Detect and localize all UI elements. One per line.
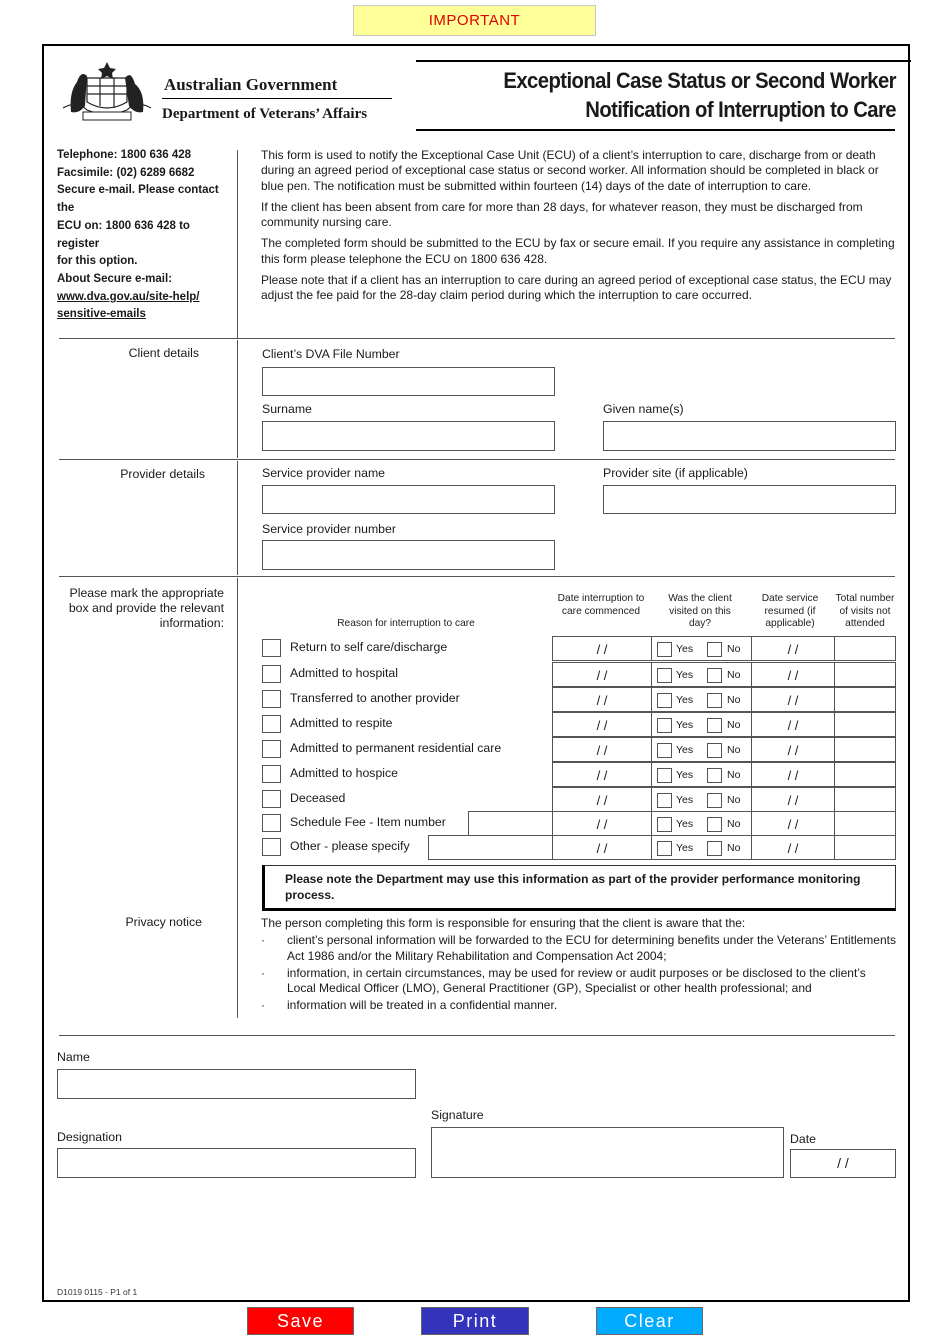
reason-checkbox[interactable] (262, 639, 281, 657)
title-rule-bottom (416, 129, 895, 131)
date-commenced-field[interactable]: / / (552, 737, 652, 762)
reason-checkbox[interactable] (262, 765, 281, 783)
section-label-provider: Provider details (120, 467, 205, 481)
visits-not-attended-field[interactable] (834, 737, 896, 762)
section-label-privacy: Privacy notice (125, 915, 202, 929)
col-header-reason: Reason for interruption to care (337, 618, 475, 629)
col-header-date-commenced: Date interruption to care commenced (557, 593, 645, 617)
privacy-bullet (261, 933, 897, 964)
provider-site-field[interactable] (603, 485, 896, 514)
date-resumed-field[interactable]: / / (751, 787, 835, 812)
yes-label: Yes (676, 694, 694, 706)
visited-no-checkbox[interactable] (707, 841, 722, 856)
visited-yes-checkbox[interactable] (657, 817, 672, 832)
yes-label: Yes (676, 818, 694, 830)
name-field[interactable] (57, 1069, 416, 1099)
label-name: Name (57, 1050, 90, 1064)
reason-label: Admitted to hospital (290, 666, 399, 680)
privacy-text (261, 916, 897, 1014)
col-header-date-resumed: Date service resumed (if applicable) (761, 593, 819, 629)
reason-checkbox[interactable] (262, 740, 281, 758)
no-label: No (727, 744, 741, 756)
secure-email-link[interactable]: sensitive-emails (57, 308, 146, 321)
label-provider-site: Provider site (if applicable) (603, 466, 748, 480)
no-label: No (727, 669, 741, 681)
reason-checkbox[interactable] (262, 690, 281, 708)
section-divider (59, 576, 895, 577)
reason-label: Admitted to hospice (290, 766, 399, 780)
title-line-1: Exceptional Case Status or Second Worker (503, 68, 896, 93)
important-banner: IMPORTANT (353, 5, 596, 36)
visited-no-checkbox[interactable] (707, 743, 722, 758)
bullet-mark: · (261, 998, 265, 1013)
dva-file-number-field[interactable] (262, 367, 555, 396)
section-label-client: Client details (128, 346, 199, 360)
secure-email-line: ECU on: 1800 636 428 to register (57, 219, 190, 250)
date-resumed-field[interactable]: / / (751, 811, 835, 836)
section-label-interruption: Please mark the appropriate box and provide the relevant information: (68, 586, 224, 630)
visited-yes-checkbox[interactable] (657, 718, 672, 733)
no-label: No (727, 794, 741, 806)
visited-no-checkbox[interactable] (707, 817, 722, 832)
designation-field[interactable] (57, 1148, 416, 1178)
visited-no-checkbox[interactable] (707, 668, 722, 683)
label-surname: Surname (262, 402, 312, 416)
other-specify-field[interactable] (428, 835, 553, 860)
form-code: D1019 0115 - P1 of 1 (57, 1287, 138, 1297)
reason-checkbox[interactable] (262, 814, 281, 832)
bullet-mark: · (261, 965, 265, 980)
print-button[interactable]: Print (421, 1307, 529, 1335)
label-provider-number: Service provider number (262, 522, 396, 536)
given-names-field[interactable] (603, 421, 896, 451)
date-resumed-field[interactable]: / / (751, 835, 835, 860)
contact-info (57, 147, 232, 324)
yes-label: Yes (676, 744, 694, 756)
yes-label: Yes (676, 719, 694, 731)
date-resumed-field[interactable]: / / (751, 762, 835, 787)
no-label: No (727, 842, 741, 854)
form-title (456, 66, 896, 124)
visits-not-attended-field[interactable] (834, 712, 896, 737)
date-commenced-field[interactable]: / / (552, 687, 652, 712)
column-divider (237, 340, 238, 458)
yes-label: Yes (676, 842, 694, 854)
yes-label: Yes (676, 769, 694, 781)
coat-of-arms-icon (57, 56, 157, 126)
visits-not-attended-field[interactable] (834, 636, 896, 661)
secure-email-line: for this option. (57, 255, 138, 268)
privacy-bullet-text: client’s personal information will be forwarded to the ECU for determining benefits under the Veterans’ Entitlements Act 1986 and/or the Military Rehabilitation and Compensation Act 2004; (287, 933, 896, 963)
label-provider-name: Service provider name (262, 466, 386, 480)
date-commenced-field[interactable]: / / (552, 787, 652, 812)
about-secure-email: About Secure e-mail: (57, 272, 173, 285)
label-dva-file-number: Client’s DVA File Number (262, 347, 400, 361)
col-header-visited: Was the client visited on this day? (668, 593, 732, 629)
intro-text (261, 148, 897, 310)
privacy-bullet (261, 966, 897, 997)
date-commenced-field[interactable]: / / (552, 811, 652, 836)
no-label: No (727, 769, 741, 781)
department-name: Department of Veterans’ Affairs (162, 106, 368, 122)
reason-label: Deceased (290, 791, 346, 805)
date-resumed-field[interactable]: / / (751, 737, 835, 762)
visits-not-attended-field[interactable] (834, 687, 896, 712)
monitoring-notice: Please note the Department may use this information as part of the provider performance monitoring process. (262, 865, 896, 911)
save-button[interactable]: Save (247, 1307, 354, 1335)
reason-label: Return to self care/discharge (290, 640, 448, 654)
intro-paragraph: If the client has been absent from care for more than 28 days, for whatever reason, they must be discharged from community nursing care. (261, 199, 863, 230)
label-given-names: Given name(s) (603, 402, 684, 416)
label-signature: Signature (431, 1108, 484, 1122)
reason-label: Other - please specify (290, 839, 410, 853)
visited-yes-checkbox[interactable] (657, 793, 672, 808)
no-label: No (727, 694, 741, 706)
yes-label: Yes (676, 669, 694, 681)
date-resumed-field[interactable]: / / (751, 636, 835, 661)
provider-number-field[interactable] (262, 540, 555, 570)
no-label: No (727, 719, 741, 731)
no-label: No (727, 818, 741, 830)
date-resumed-field[interactable]: / / (751, 687, 835, 712)
reason-label: Transferred to another provider (290, 691, 460, 705)
visited-no-checkbox[interactable] (707, 642, 722, 657)
privacy-bullet (261, 998, 897, 1013)
telephone: Telephone: 1800 636 428 (57, 149, 192, 161)
visited-yes-checkbox[interactable] (657, 693, 672, 708)
visits-not-attended-field[interactable] (834, 811, 896, 836)
section-divider (59, 1035, 895, 1036)
reason-label: Admitted to permanent residential care (290, 741, 502, 755)
privacy-bullet-text: information will be treated in a confidential manner. (287, 998, 558, 1013)
column-divider (237, 578, 238, 1018)
visited-yes-checkbox[interactable] (657, 642, 672, 657)
signature-field[interactable] (431, 1127, 784, 1178)
intro-paragraph: The completed form should be submitted to the ECU by fax or secure email. If you require any assistance in completing this form please telephone the ECU on 1800 636 428. (261, 236, 895, 266)
reason-checkbox[interactable] (262, 665, 281, 683)
signoff-date-field[interactable] (790, 1149, 896, 1178)
date-resumed-field[interactable]: / / (751, 662, 835, 687)
date-commenced-field[interactable]: / / (552, 636, 652, 661)
reason-label: Schedule Fee - Item number (290, 815, 446, 829)
gov-rule (162, 98, 392, 99)
facsimile: Facsimile: (02) 6289 6682 (57, 166, 195, 179)
clear-button[interactable]: Clear (596, 1307, 703, 1335)
bullet-mark: · (261, 933, 265, 948)
title-rule-top (416, 60, 911, 62)
secure-email-line: Secure e-mail. Please contact the (57, 184, 219, 215)
item-number-field[interactable] (468, 811, 553, 836)
visited-yes-checkbox[interactable] (657, 743, 672, 758)
title-line-2: Notification of Interruption to Care (585, 97, 896, 122)
visited-no-checkbox[interactable] (707, 693, 722, 708)
reason-checkbox[interactable] (262, 790, 281, 808)
secure-email-link[interactable]: www.dva.gov.au/site-help/ (57, 290, 200, 303)
yes-label: Yes (676, 643, 694, 655)
visited-no-checkbox[interactable] (707, 793, 722, 808)
reason-checkbox[interactable] (262, 838, 281, 856)
intro-paragraph: Please note that if a client has an interruption to care during an agreed period of exceptional case status, the ECU may adjust the fee paid for the 28-day claim period during which the interruption to care occurred. (261, 273, 892, 303)
intro-paragraph: This form is used to notify the Exceptional Case Unit (ECU) of a client’s interruption to care, discharge from or death during an agreed period of exceptional case status or second worker. All information should be completed in black or blue pen. The notification must be submitted within fourteen (14) days of the date of interruption to care. (261, 148, 879, 193)
privacy-bullet-text: information, in certain circumstances, may be used for review or audit purposes or be disclosed to the client’s Local Medical Officer (LMO), General Practitioner (GP), Specialist or other health professional; and (287, 965, 866, 996)
date-slashes: / / (837, 1155, 849, 1171)
yes-label: Yes (676, 794, 694, 806)
label-designation: Designation (57, 1130, 122, 1144)
column-divider (237, 461, 238, 575)
no-label: No (727, 643, 741, 655)
date-resumed-field[interactable]: / / (751, 712, 835, 737)
visited-no-checkbox[interactable] (707, 718, 722, 733)
date-commenced-field[interactable]: / / (552, 662, 652, 687)
visited-yes-checkbox[interactable] (657, 768, 672, 783)
date-commenced-field[interactable]: / / (552, 835, 652, 860)
visits-not-attended-field[interactable] (834, 762, 896, 787)
privacy-intro: The person completing this form is responsible for ensuring that the client is aware that the: (261, 916, 746, 930)
visits-not-attended-field[interactable] (834, 662, 896, 687)
visits-not-attended-field[interactable] (834, 835, 896, 860)
provider-name-field[interactable] (262, 485, 555, 514)
col-header-total-visits: Total number of visits not attended (835, 593, 895, 629)
visited-no-checkbox[interactable] (707, 768, 722, 783)
column-divider (237, 150, 238, 338)
visits-not-attended-field[interactable] (834, 787, 896, 812)
gov-name: Australian Government (164, 75, 338, 94)
section-divider (59, 338, 895, 339)
section-divider (59, 459, 895, 460)
reason-checkbox[interactable] (262, 715, 281, 733)
date-commenced-field[interactable]: / / (552, 762, 652, 787)
visited-yes-checkbox[interactable] (657, 668, 672, 683)
date-commenced-field[interactable]: / / (552, 712, 652, 737)
reason-label: Admitted to respite (290, 716, 393, 730)
label-date: Date (790, 1132, 816, 1146)
surname-field[interactable] (262, 421, 555, 451)
visited-yes-checkbox[interactable] (657, 841, 672, 856)
